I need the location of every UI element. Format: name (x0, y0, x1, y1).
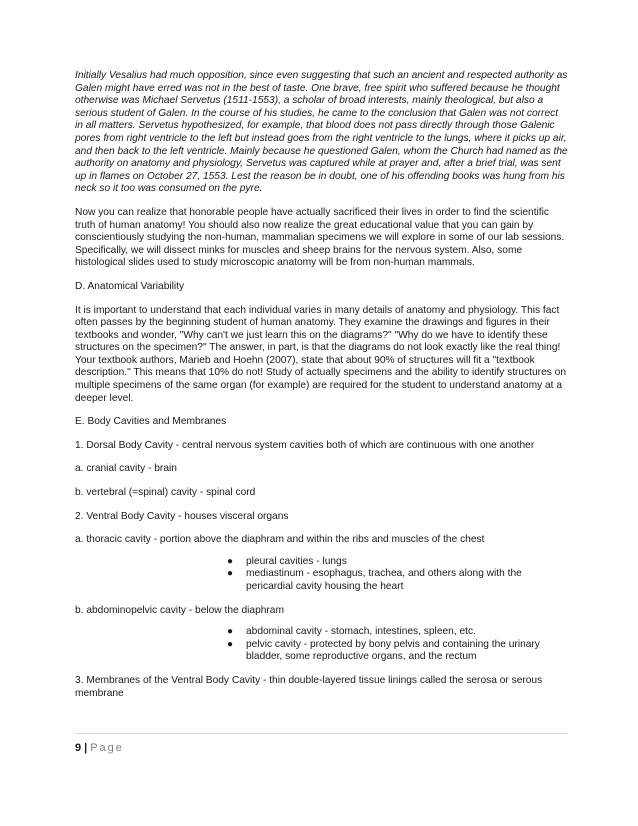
list-item-dorsal-cavity: 1. Dorsal Body Cavity - central nervous system cavities both of which are continuous with one another (75, 439, 535, 451)
thoracic-bullet-list (75, 556, 568, 594)
heading-anatomical-variability: D. Anatomical Variability (75, 280, 185, 292)
paragraph-sacrifice: Now you can realize that honorable people have actually sacrificed their lives in order to find the scientific truth of human anatomy! You should also now realize the great educational value that you can gain by conscientiously studying the non-human, mammalian specimens we will explore in some of our lab sessions. Specifically, we will dissect minks for muscles and sheep brains for the nervous system. Also, some histological slides used to study microscopic anatomy will be from non-human mammals. (75, 206, 565, 269)
page-number: 9 (75, 742, 82, 754)
list-item-abdominopelvic-cavity: b. abdominopelvic cavity - below the diaphram (75, 604, 284, 616)
bullet-icon: ● (227, 555, 234, 567)
heading-body-cavities: E. Body Cavities and Membranes (75, 416, 227, 428)
bullet-item: ● mediastinum - esophagus, trachea, and others along with the pericardial cavity housing the heart (227, 568, 522, 592)
list-item-vertebral-cavity: b. vertebral (=spinal) cavity - spinal cord (75, 487, 256, 499)
bullet-icon: ● (227, 638, 234, 650)
page-footer (75, 742, 124, 754)
bullet-item: ● abdominal cavity - stomach, intestines, spleen, etc. (227, 626, 476, 638)
list-item-cranial-cavity: a. cranial cavity - brain (75, 463, 177, 475)
list-item-ventral-cavity: 2. Ventral Body Cavity - houses visceral organs (75, 510, 289, 522)
bullet-item: ● pelvic cavity - protected by bony pelvis and containing the urinary bladder, some reproductive organs, and the rectum (227, 638, 540, 663)
abdominopelvic-bullet-list (75, 626, 568, 664)
list-item-thoracic-cavity: a. thoracic cavity - portion above the diaphram and within the ribs and muscles of the chest (75, 534, 485, 546)
italic-paragraph: Initially Vesalius had much opposition, since even suggesting that such an ancient and respected authority as Galen might have erred was not in the best of taste. One brave, free spirit who suffered because he thought otherwise was Michael Servetus (1511-1553), a scholar of broad interests, mainly theological, but also a serious student of Galen. In the course of his studies, he came to the conclusion that Galen was not correct in all matters. Servetus hypothesized, for example, that blood does not pass directly through those Galenic pores from right ventricle to the left but instead goes from the right ventricle to the lungs, where it picks up air, and then back to the left ventricle. Mainly because he questioned Galen, whom the Church had named as the authority on anatomy and physiology, Servetus was captured while at prayer and, after a brief trial, was sent up in flames on October 27, 1553. Lest the reason be in doubt, one of his offending books was hung from his neck so it too was consumed on the pyre. (75, 70, 568, 195)
document-body (75, 70, 568, 700)
footer-divider (75, 733, 568, 734)
footer-separator: | (84, 742, 88, 754)
paragraph-variability: It is important to understand that each individual varies in many details of anatomy and physiology. This fact often passes by the beginning student of human anatomy. They examine the drawings and figures in their textbooks and wonder, "Why can't we just learn this on the diagrams?" "Why do we have to identify these structures on the specimen?" The answer, in part, is that the diagrams do not look exactly like the real thing! Your textbook authors, Marieb and Hoehn (2007), state that about 90% of structures will fit a "textbook description." This means that 10% do not! Study of actually specimens and the ability to identify structures on multiple specimens of the same organ (for example) are required for the student to understand anatomy at a deeper level. (75, 304, 566, 404)
list-item-membranes: 3. Membranes of the Ventral Body Cavity - thin double-layered tissue linings called the serosa or serous membrane (75, 674, 543, 699)
bullet-item: ● pleural cavities - lungs (227, 555, 347, 567)
page-label: Page (90, 742, 124, 754)
bullet-icon: ● (227, 626, 234, 638)
bullet-icon: ● (227, 568, 234, 580)
